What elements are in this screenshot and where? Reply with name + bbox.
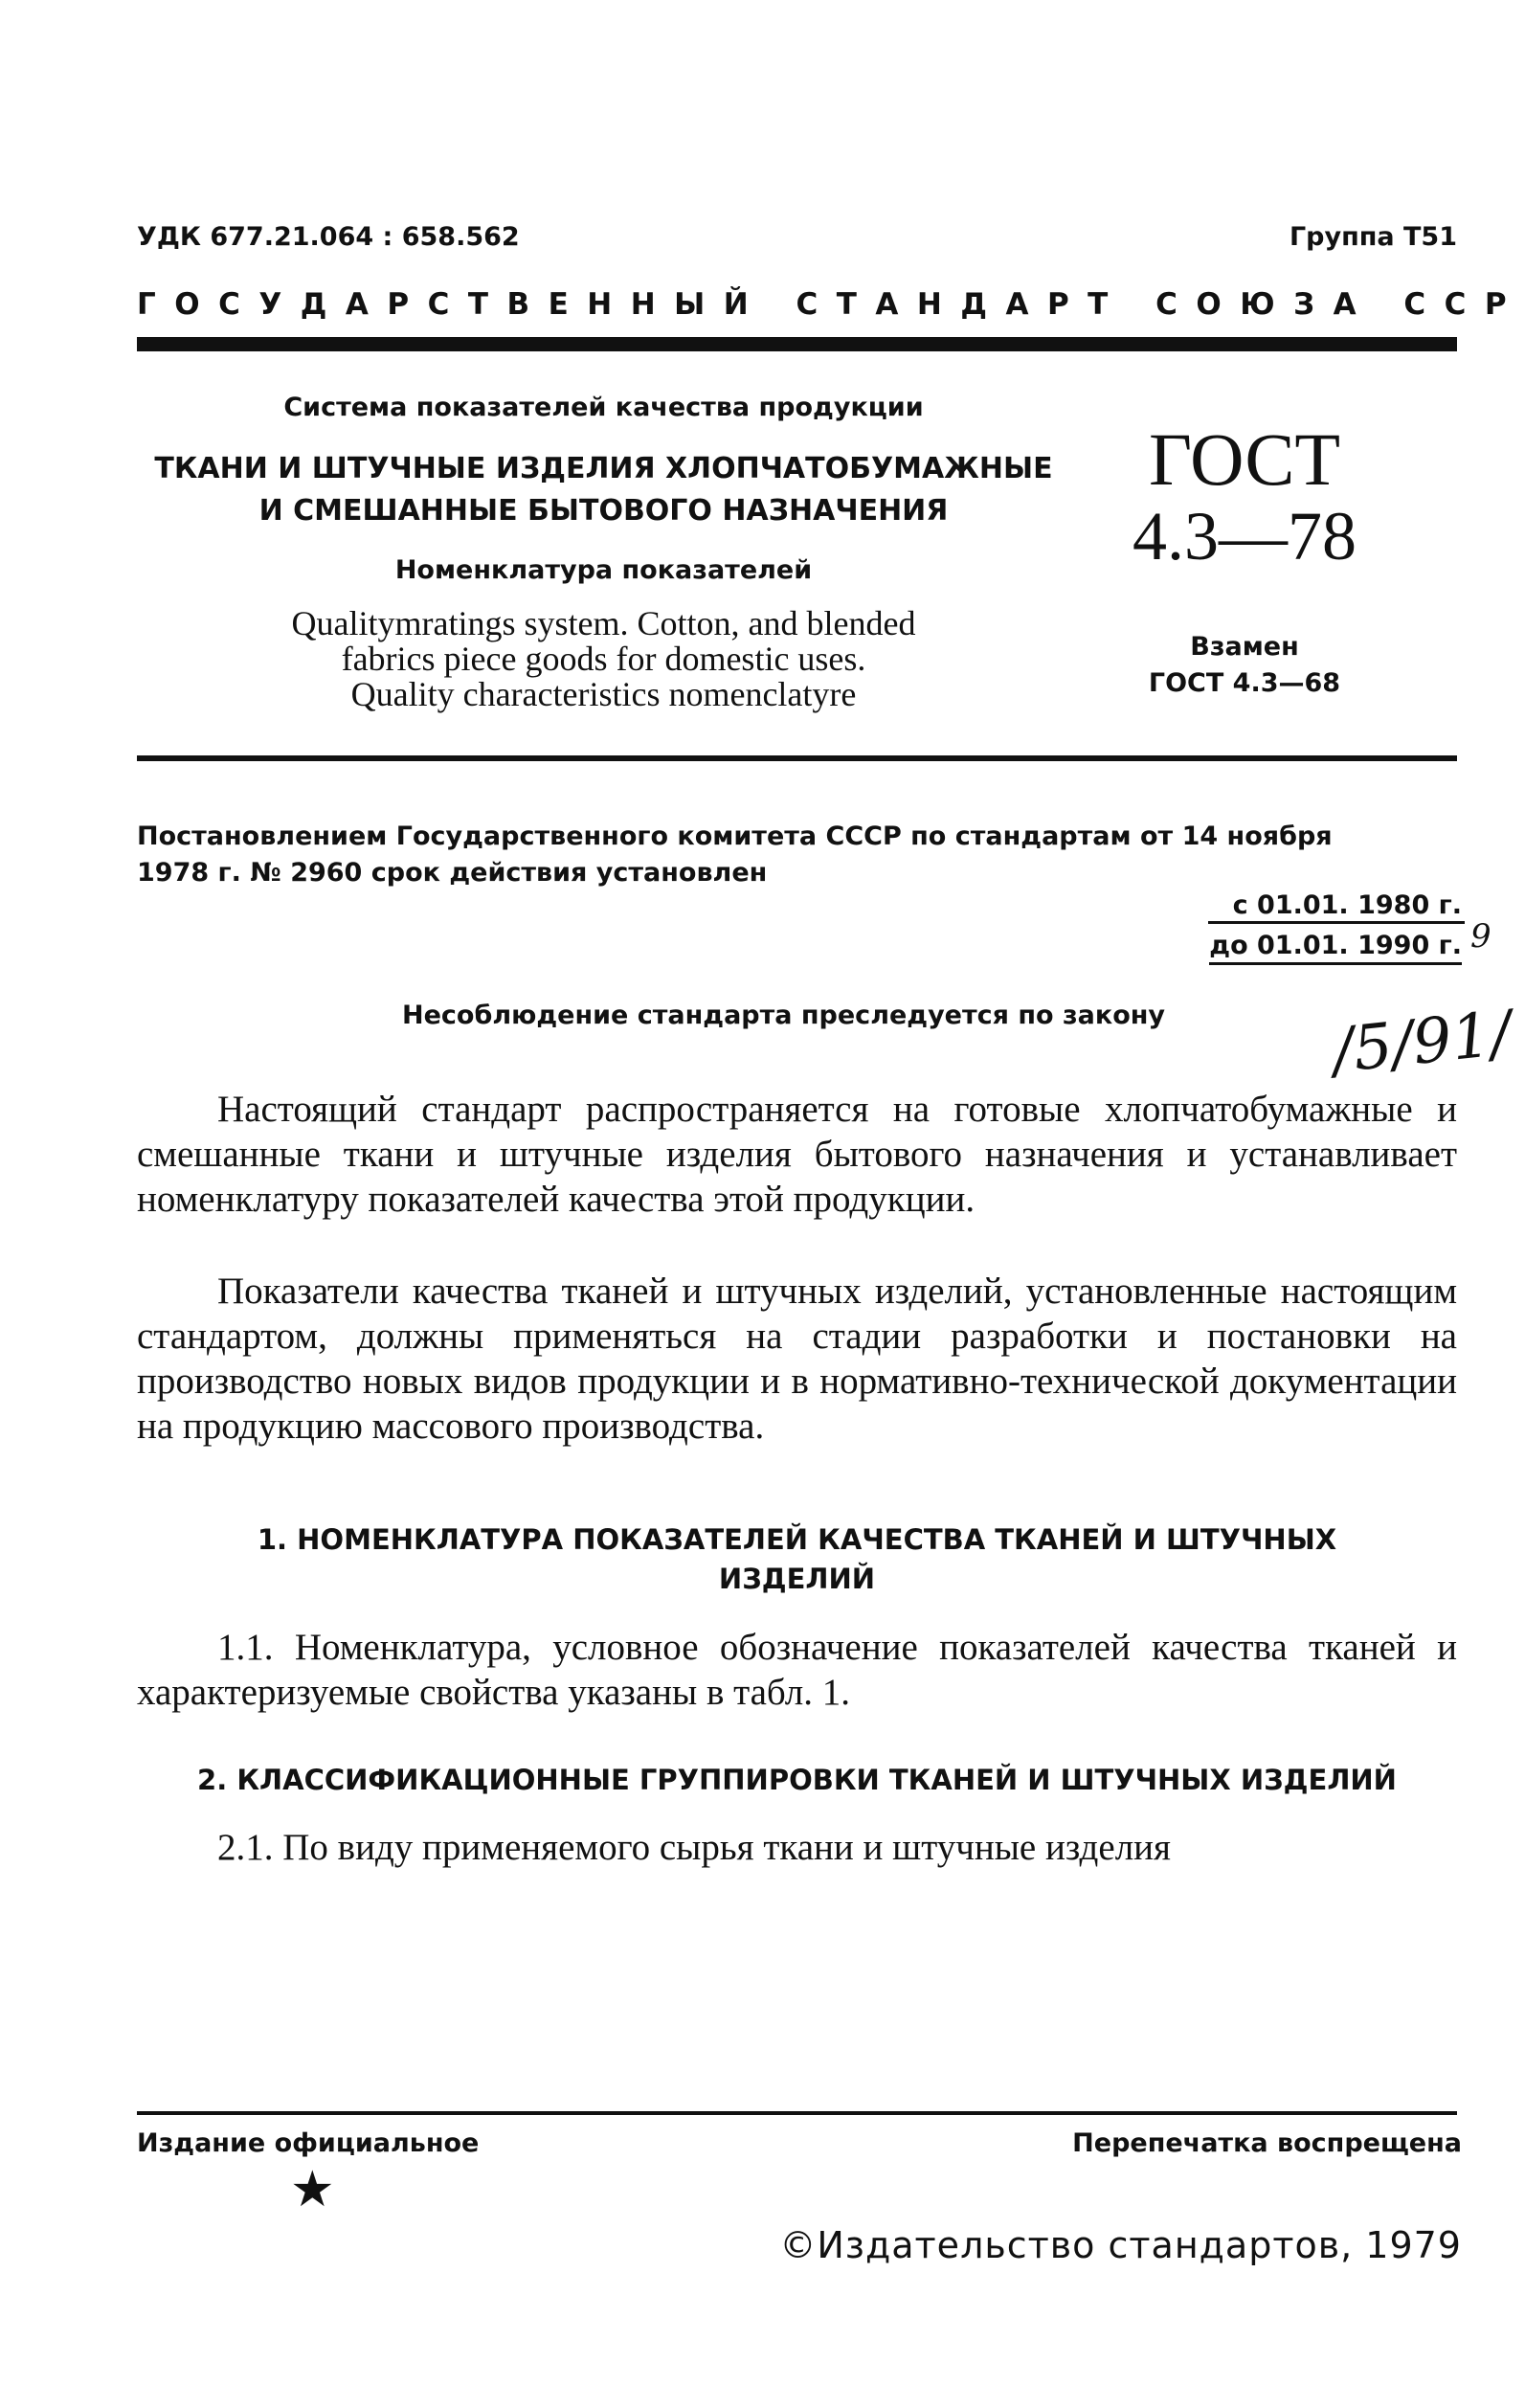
quality-system-label: Система показателей качества продукции	[283, 393, 924, 422]
paragraph-application: Показатели качества тканей и штучных изделий, установленные настоящим стандартом, должны применяться на стадии разработки и постановки на производство новых видов продукции и в нормативно-технической документации на продукцию массового производства.	[137, 1271, 1457, 1447]
section-1-heading-line-1: 1. НОМЕНКЛАТУРА ПОКАЗАТЕЛЕЙ КАЧЕСТВА ТКАНЕЙ И ШТУЧНЫХ	[257, 1523, 1337, 1556]
english-title-line-2: fabrics piece goods for domestic uses.	[341, 640, 866, 678]
header-rule	[137, 337, 1457, 351]
reprint-notice: Перепечатка воспрещена	[1072, 2128, 1462, 2158]
decree-line-1: Постановлением Государственного комитета СССР по стандартам от 14 ноября	[137, 821, 1333, 851]
replaces-label: Взамен	[1190, 632, 1299, 662]
effective-to-date: до 01.01. 1990 г.	[1209, 931, 1462, 965]
legal-notice: Несоблюдение стандарта преследуется по закону	[402, 1001, 1166, 1030]
standard-title-block	[137, 393, 1070, 712]
handwritten-note-1: 9	[1470, 917, 1491, 956]
date-underline	[1208, 921, 1465, 924]
group-code: Группа Т51	[1289, 222, 1457, 252]
section-1-heading-line-2: ИЗДЕЛИЙ	[718, 1563, 876, 1595]
english-title-line-1: Qualitymratings system. Cotton, and blended	[291, 604, 916, 642]
star-icon: ★	[290, 2163, 335, 2217]
udk-code: УДК 677.21.064 : 658.562	[137, 222, 520, 252]
effective-from-date: с 01.01. 1980 г.	[1232, 890, 1462, 920]
state-standard-title: ГОСУДАРСТВЕННЫЙ СТАНДАРТ СОЮЗА ССР	[137, 287, 1525, 322]
publisher-copyright: ©Издательство стандартов, 1979	[779, 2224, 1462, 2266]
title-rule	[137, 755, 1457, 761]
decree-line-2: 1978 г. № 2960 срок действия установлен	[137, 858, 768, 888]
standard-subtitle: Номенклатура показателей	[394, 555, 813, 585]
edition-label: Издание официальное	[137, 2128, 480, 2158]
section-1-heading	[137, 1520, 1457, 1599]
gost-word: ГОСТ	[1148, 417, 1341, 501]
paragraph-1-1: 1.1. Номенклатура, условное обозначение показателей качества тканей и характеризуемые свойства указаны в табл. 1.	[137, 1627, 1457, 1713]
decree-text	[137, 819, 1457, 891]
replaces-value: ГОСТ 4.3—68	[1148, 668, 1341, 698]
paragraph-scope: Настоящий стандарт распространяется на готовые хлопчатобумажные и смешанные ткани и штучные изделия бытового назначения и устанавливает номенклатуру показателей качества этой продукции.	[137, 1089, 1457, 1220]
handwritten-note-2: /5/91/	[1329, 998, 1515, 1088]
standard-title-line-1: ТКАНИ И ШТУЧНЫЕ ИЗДЕЛИЯ ХЛОПЧАТОБУМАЖНЫЕ	[154, 452, 1053, 485]
paragraph-2-1: 2.1. По виду применяемого сырья ткани и штучные изделия	[217, 1827, 1171, 1868]
footer-rule	[137, 2111, 1457, 2115]
section-2-heading: 2. КЛАССИФИКАЦИОННЫЕ ГРУППИРОВКИ ТКАНЕЙ И ШТУЧНЫХ ИЗДЕЛИЙ	[197, 1764, 1397, 1796]
gost-number: 4.3—78	[1133, 498, 1357, 574]
standard-title-line-2: И СМЕШАННЫЕ БЫТОВОГО НАЗНАЧЕНИЯ	[258, 494, 949, 528]
gost-designation	[1101, 417, 1388, 701]
english-title-line-3: Quality characteristics nomenclatyre	[350, 675, 857, 713]
